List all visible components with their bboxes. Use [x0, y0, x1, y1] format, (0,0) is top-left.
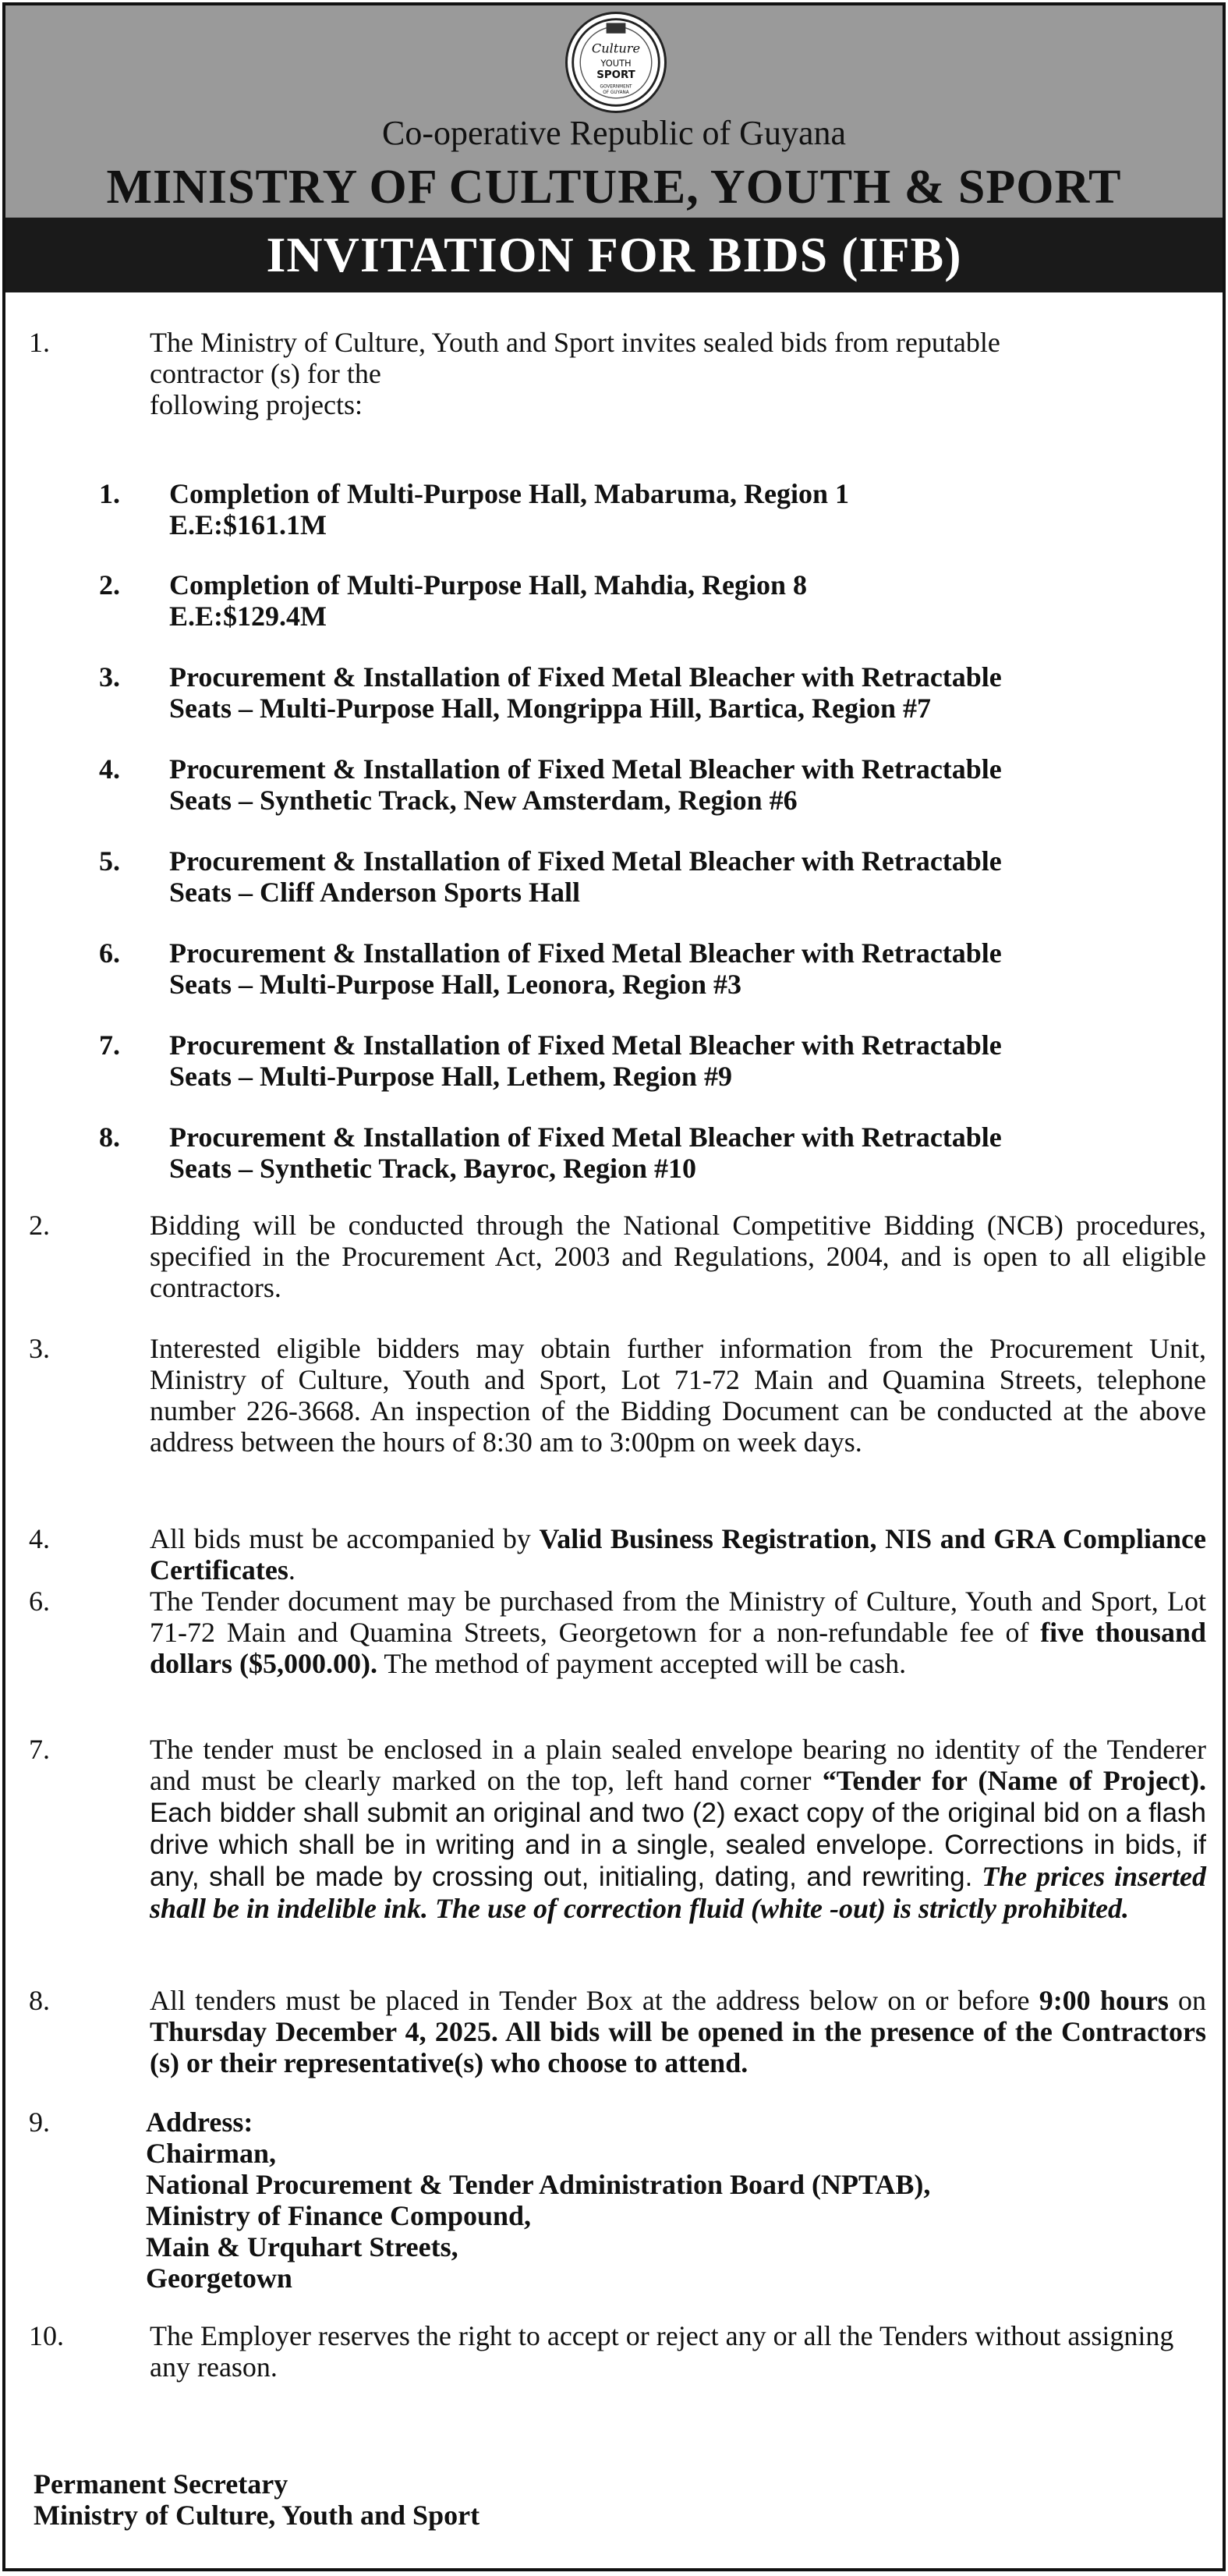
- address-line: National Procurement & Tender Administration Board (NPTAB),: [146, 2169, 931, 2200]
- svg-text:GOVERNMENT: GOVERNMENT: [600, 84, 632, 90]
- project-title: Procurement & Installation of Fixed Metal Bleacher with Retractable: [169, 1121, 1002, 1153]
- project-title: Completion of Multi-Purpose Hall, Mahdia, Region 8: [169, 569, 807, 601]
- project-title: Procurement & Installation of Fixed Metal Bleacher with Retractable: [169, 1029, 1002, 1061]
- para-4-number: 4.: [29, 1523, 50, 1554]
- address-line: Chairman,: [146, 2138, 277, 2169]
- project-number: 2.: [99, 569, 120, 601]
- para-4-end: .: [288, 1554, 295, 1586]
- ministry-seal-logo: [565, 12, 667, 113]
- para-4-bold: Valid Business Registration, NIS and GRA Compliance Certificates: [150, 1523, 1207, 1586]
- project-number: 4.: [99, 753, 120, 785]
- seal-graphic: [568, 14, 664, 111]
- project-item: [99, 1029, 1191, 1092]
- project-title: Procurement & Installation of Fixed Metal Bleacher with Retractable: [169, 661, 1002, 693]
- para-10: The Employer reserves the right to accept or reject any or all the Tenders without assigning any reason.: [150, 2320, 1174, 2383]
- header-banner: [5, 5, 1223, 218]
- project-item: [99, 661, 1191, 724]
- svg-text:SPORT: SPORT: [596, 69, 635, 82]
- para-4: [150, 1523, 1206, 1586]
- para-7-bold: “Tender for (Name of Project).: [822, 1765, 1206, 1796]
- project-item: [99, 937, 1191, 1000]
- address-line: Georgetown: [146, 2262, 292, 2294]
- svg-text:OF GUYANA: OF GUYANA: [603, 90, 629, 96]
- para-1-line3: following projects:: [150, 389, 363, 420]
- project-number: 6.: [99, 937, 120, 969]
- project-number: 8.: [99, 1121, 120, 1153]
- project-detail: Seats – Multi-Purpose Hall, Mongrippa Hill, Bartica, Region #7: [169, 693, 931, 724]
- para-6-end: The method of payment accepted will be cash.: [377, 1648, 907, 1679]
- para-8-text: All tenders must be placed in Tender Box at the address below on or before: [150, 1985, 1039, 2016]
- para-8-bold1: 9:00 hours: [1039, 1985, 1169, 2016]
- para-6-number: 6.: [29, 1586, 50, 1617]
- para-8-number: 8.: [29, 1985, 50, 2016]
- project-number: 3.: [99, 661, 120, 693]
- project-number: 1.: [99, 478, 120, 509]
- address-line: Main & Urquhart Streets,: [146, 2231, 458, 2262]
- project-number: 7.: [99, 1029, 120, 1061]
- svg-text:Culture: Culture: [591, 41, 641, 56]
- project-detail: Seats – Multi-Purpose Hall, Lethem, Region #9: [169, 1061, 732, 1092]
- project-item: [99, 569, 1191, 632]
- address-line: Ministry of Finance Compound,: [146, 2200, 532, 2231]
- project-detail: Seats – Synthetic Track, New Amsterdam, Region #6: [169, 785, 798, 816]
- para-2-number: 2.: [29, 1210, 50, 1241]
- document-title: INVITATION FOR BIDS (IFB): [5, 218, 1223, 292]
- project-detail: E.E:$161.1M: [169, 509, 327, 540]
- para-7: [150, 1734, 1206, 1924]
- para-8: [150, 1985, 1206, 2078]
- para-7-text: The tender must be enclosed in a plain sealed envelope bearing no identity of the Tenderer and must be clearly marked on the top, left hand corner: [150, 1734, 1206, 1796]
- para-4-text: All bids must be accompanied by: [150, 1523, 540, 1554]
- project-detail: Seats – Multi-Purpose Hall, Leonora, Region #3: [169, 969, 741, 1000]
- republic-name: Co-operative Republic of Guyana: [381, 114, 847, 152]
- address-heading: Address:: [146, 2107, 253, 2138]
- para-7-number: 7.: [29, 1734, 50, 1765]
- signatory-ministry: Ministry of Culture, Youth and Sport: [34, 2500, 480, 2531]
- para-9-number: 9.: [29, 2107, 50, 2138]
- para-1-line1: The Ministry of Culture, Youth and Sport invites sealed bids from reputable: [150, 327, 1000, 358]
- para-7-sans: Each bidder shall submit an original and two (2) exact copy of the original bid on a flash drive which shall be in writing and in a single, sealed envelope. Corrections in bids, if any, shall be made by crossing out, initialing, dating, and rewriting.: [150, 1798, 1206, 1892]
- para-6-text: The Tender document may be purchased from the Ministry of Culture, Youth and Sport, Lot 71-72 Main and Quamina Streets, Georgetown for a non-refundable fee of: [150, 1586, 1206, 1648]
- ministry-name: MINISTRY OF CULTURE, YOUTH & SPORT: [106, 161, 1122, 214]
- project-detail: Seats – Cliff Anderson Sports Hall: [169, 877, 581, 908]
- project-title: Procurement & Installation of Fixed Metal Bleacher with Retractable: [169, 937, 1002, 969]
- para-8-bold2: Thursday December 4, 2025. All bids will be opened in the presence of the Contractors (s) or their representative(s) who choose to attend.: [150, 2016, 1206, 2078]
- project-title: Procurement & Installation of Fixed Metal Bleacher with Retractable: [169, 753, 1002, 785]
- para-7-italic: The prices inserted shall be in indelible ink. The use of correction fluid (white -out) is strictly prohibited.: [150, 1861, 1206, 1924]
- project-item: [99, 1121, 1191, 1184]
- document-page: [2, 2, 1226, 2571]
- project-title: Procurement & Installation of Fixed Metal Bleacher with Retractable: [169, 845, 1002, 877]
- signatory-block: [34, 2468, 480, 2531]
- signatory-title: Permanent Secretary: [34, 2468, 288, 2500]
- para-1: [150, 327, 1206, 420]
- para-1-number: 1.: [29, 327, 50, 358]
- project-detail: E.E:$129.4M: [169, 601, 327, 632]
- para-3-number: 3.: [29, 1333, 50, 1364]
- svg-text:YOUTH: YOUTH: [600, 57, 632, 69]
- project-item: [99, 478, 1191, 540]
- project-item: [99, 845, 1191, 908]
- project-title: Completion of Multi-Purpose Hall, Mabaruma, Region 1: [169, 478, 849, 509]
- para-1-line2: contractor (s) for the: [150, 358, 381, 389]
- project-number: 5.: [99, 845, 120, 877]
- para-10-number: 10.: [29, 2320, 64, 2351]
- para-2: Bidding will be conducted through the National Competitive Bidding (NCB) procedures, specified in the Procurement Act, 2003 and Regulations, 2004, and is open to all eligible contractors.: [150, 1210, 1206, 1303]
- para-8-mid: on: [1168, 1985, 1207, 2016]
- project-item: [99, 753, 1191, 816]
- para-6-bold: five thousand dollars ($5,000.00).: [150, 1617, 1206, 1679]
- para-3: Interested eligible bidders may obtain further information from the Procurement Unit, Ministry of Culture, Youth and Sport, Lot 71-72 Main and Quamina Streets, telephone number 226-3668. An inspection of the Bidding Document can be conducted at the above address between the hours of 8:30 am to 3:00pm on week days.: [150, 1333, 1206, 1458]
- project-detail: Seats – Synthetic Track, Bayroc, Region #10: [169, 1153, 696, 1184]
- address-block: [146, 2107, 930, 2294]
- para-6: [150, 1586, 1206, 1679]
